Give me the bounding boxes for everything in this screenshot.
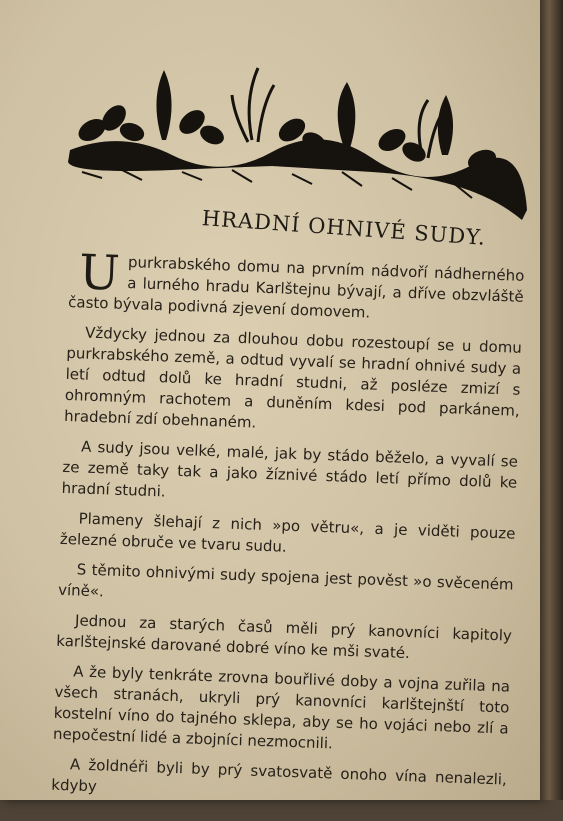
paragraph: Plameny šlehají z nich »po větru«, a je viděti pouze železné obruče ve tvaru sudu. [59, 509, 516, 556]
paragraph: Vždycky jednou za dlouhou dobu rozestoupí se u domu purkrabského země, a odtud vyvalí se hradní ohnivé sudy a letí odtud dolů ke hradní studni, až posléze zmizí s ohromným rachotem a duněním kdesi pod parkánem, hradební zdí obehnaném. [63, 323, 523, 432]
first-paragraph-text: purkrabského domu na prvním nádvoří nádherného a lurného hradu Karlštejnu bývají, a dříve obzvláště často bývala podivná zjevení domovem. [67, 253, 525, 322]
first-paragraph [67, 244, 525, 329]
book-spine [540, 0, 563, 800]
paragraph: S těmito ohnivými sudy spojena jest pověst »o svěceném víně«. [57, 560, 514, 601]
ornament-icon [62, 60, 532, 225]
paragraph: A žoldnéři byli by prý svatosvatě onoho vína nenalezli, kdyby [51, 755, 508, 796]
drop-cap: U [78, 244, 121, 302]
chapter-title: HRADNÍ OHNIVÉ SUDY. [201, 206, 487, 250]
paragraph: Jednou za starých časů měli prý kanovníci kapitoly karlštejnské darované dobré víno ke mši svaté. [56, 611, 513, 663]
body-text [51, 244, 525, 821]
paragraph: A sudy jsou velké, malé, jak by stádo běželo, a vyvalí se ze země taky tak a jako žíznivé stádo letí přímo dolů ke hradní studni. [61, 437, 519, 501]
paragraph: A že byly tenkráte zrovna bouřlivé doby a vojna zuřila na všech stranách, ukryli prý kanovníci karlštejnští toto kostelní víno do tajného sklepa, aby se ho vojáci nebo zlí a nepočestní lidé a zbojníci nezmocnili. [52, 662, 511, 753]
